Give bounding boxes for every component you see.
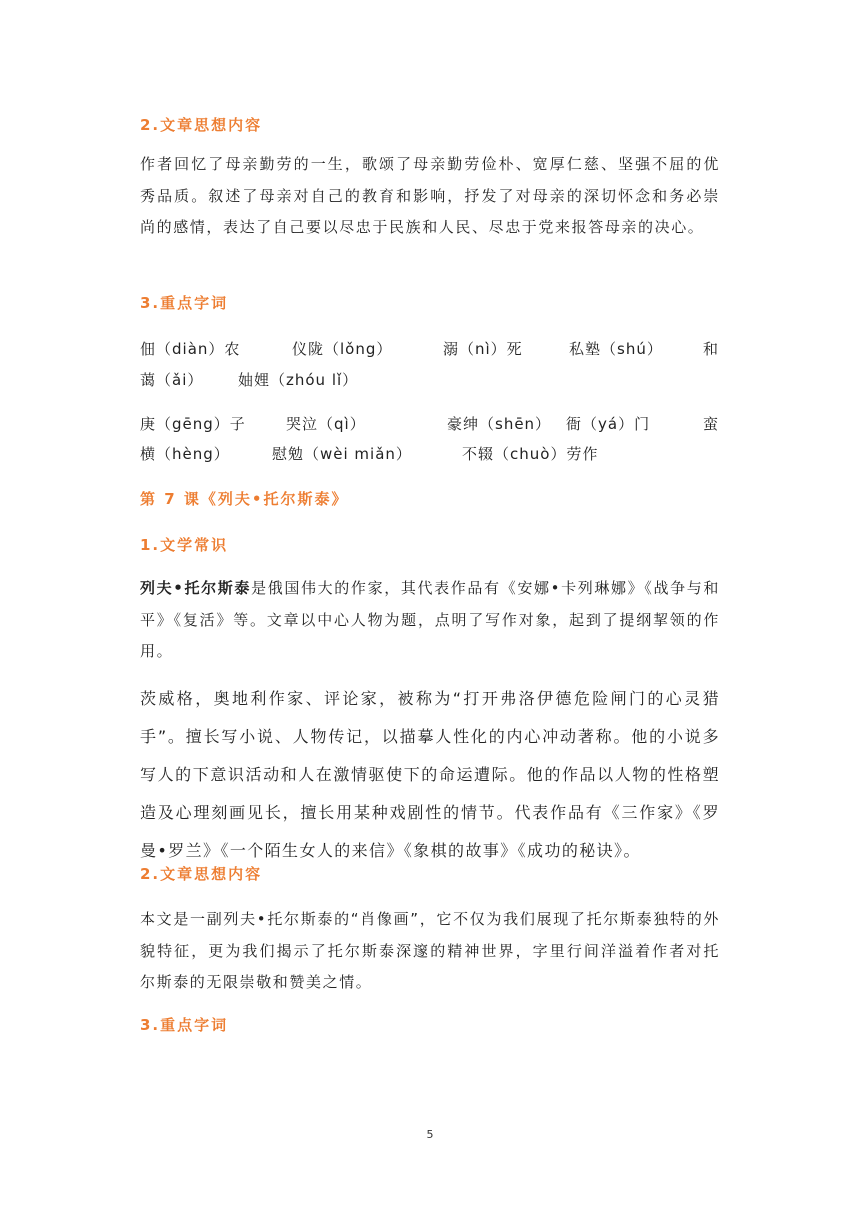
vocab-term: 蛮	[703, 415, 720, 433]
section-heading-vocab-2: 3.重点字词	[140, 1016, 229, 1034]
vocab-term: 豪绅（shēn）	[447, 415, 552, 433]
vocab-term: 溺（nì）死	[443, 340, 523, 358]
paragraph-zweig: 茨威格，奥地利作家、评论家，被称为“打开弗洛伊德危险闸门的心灵猎手”。擅长写小说、人物传记，以描摹人性化的内心冲动著称。他的小说多写人的下意识活动和人在激情驱使下的命运遭际。他的作品以人物的性格塑造及心理刻画见长，擅长用某种戏剧性的情节。代表作品有《三作家》《罗曼•罗兰》《一个陌生女人的来信》《象棋的故事》《成功的秘诀》。	[140, 689, 720, 860]
vocab-term: 不辍（chuò）劳作	[462, 445, 599, 463]
vocab-term: 私塾（shú）	[569, 340, 663, 358]
vocab-term: 蔼（ǎi）	[140, 371, 204, 389]
vocab-term: 横（hèng）	[140, 445, 230, 463]
paragraph-ideas-2: 本文是一副列夫•托尔斯泰的“肖像画”，它不仅为我们展现了托尔斯泰独特的外貌特征，更为我们揭示了托尔斯泰深邃的精神世界，字里行间洋溢着作者对托尔斯泰的无限崇敬和赞美之情。	[140, 910, 720, 991]
section-heading-ideas: 2.文章思想内容	[140, 116, 263, 134]
tolstoy-description: 是俄国伟大的作家，其代表作品有《安娜•卡列琳娜》《战争与和平》《复活》等。文章以中心人物为题，点明了写作对象，起到了提纲挈领的作用。	[140, 579, 720, 660]
vocab-term: 和	[703, 340, 720, 358]
page-number: 5	[426, 1128, 434, 1141]
vocab-term: 仪陇（lǒng）	[292, 340, 393, 358]
vocab-term: 庚（gēng）子	[140, 415, 246, 433]
vocab-term: 慰勉（wèi miǎn）	[272, 445, 412, 463]
vocab-term: 妯娌（zhóu lǐ）	[238, 371, 359, 389]
paragraph-tolstoy	[140, 573, 720, 668]
tolstoy-name: 列夫•托尔斯泰	[140, 579, 252, 597]
section-heading-literary-knowledge: 1.文学常识	[140, 536, 229, 554]
paragraph-ideas: 作者回忆了母亲勤劳的一生，歌颂了母亲勤劳俭朴、宽厚仁慈、坚强不屈的优秀品质。叙述了母亲对自己的教育和影响，抒发了对母亲的深切怀念和务必崇尚的感情，表达了自己要以尽忠于民族和人民、尽忠于党来报答母亲的决心。	[140, 155, 720, 236]
lesson-heading: 第 7 课《列夫•托尔斯泰》	[140, 490, 349, 508]
vocab-term: 佃（diàn）农	[140, 340, 241, 358]
section-heading-ideas-2: 2.文章思想内容	[140, 865, 263, 883]
vocab-term: 哭泣（qì）	[286, 415, 366, 433]
vocab-term: 衙（yá）门	[566, 415, 651, 433]
section-heading-vocab: 3.重点字词	[140, 294, 229, 312]
